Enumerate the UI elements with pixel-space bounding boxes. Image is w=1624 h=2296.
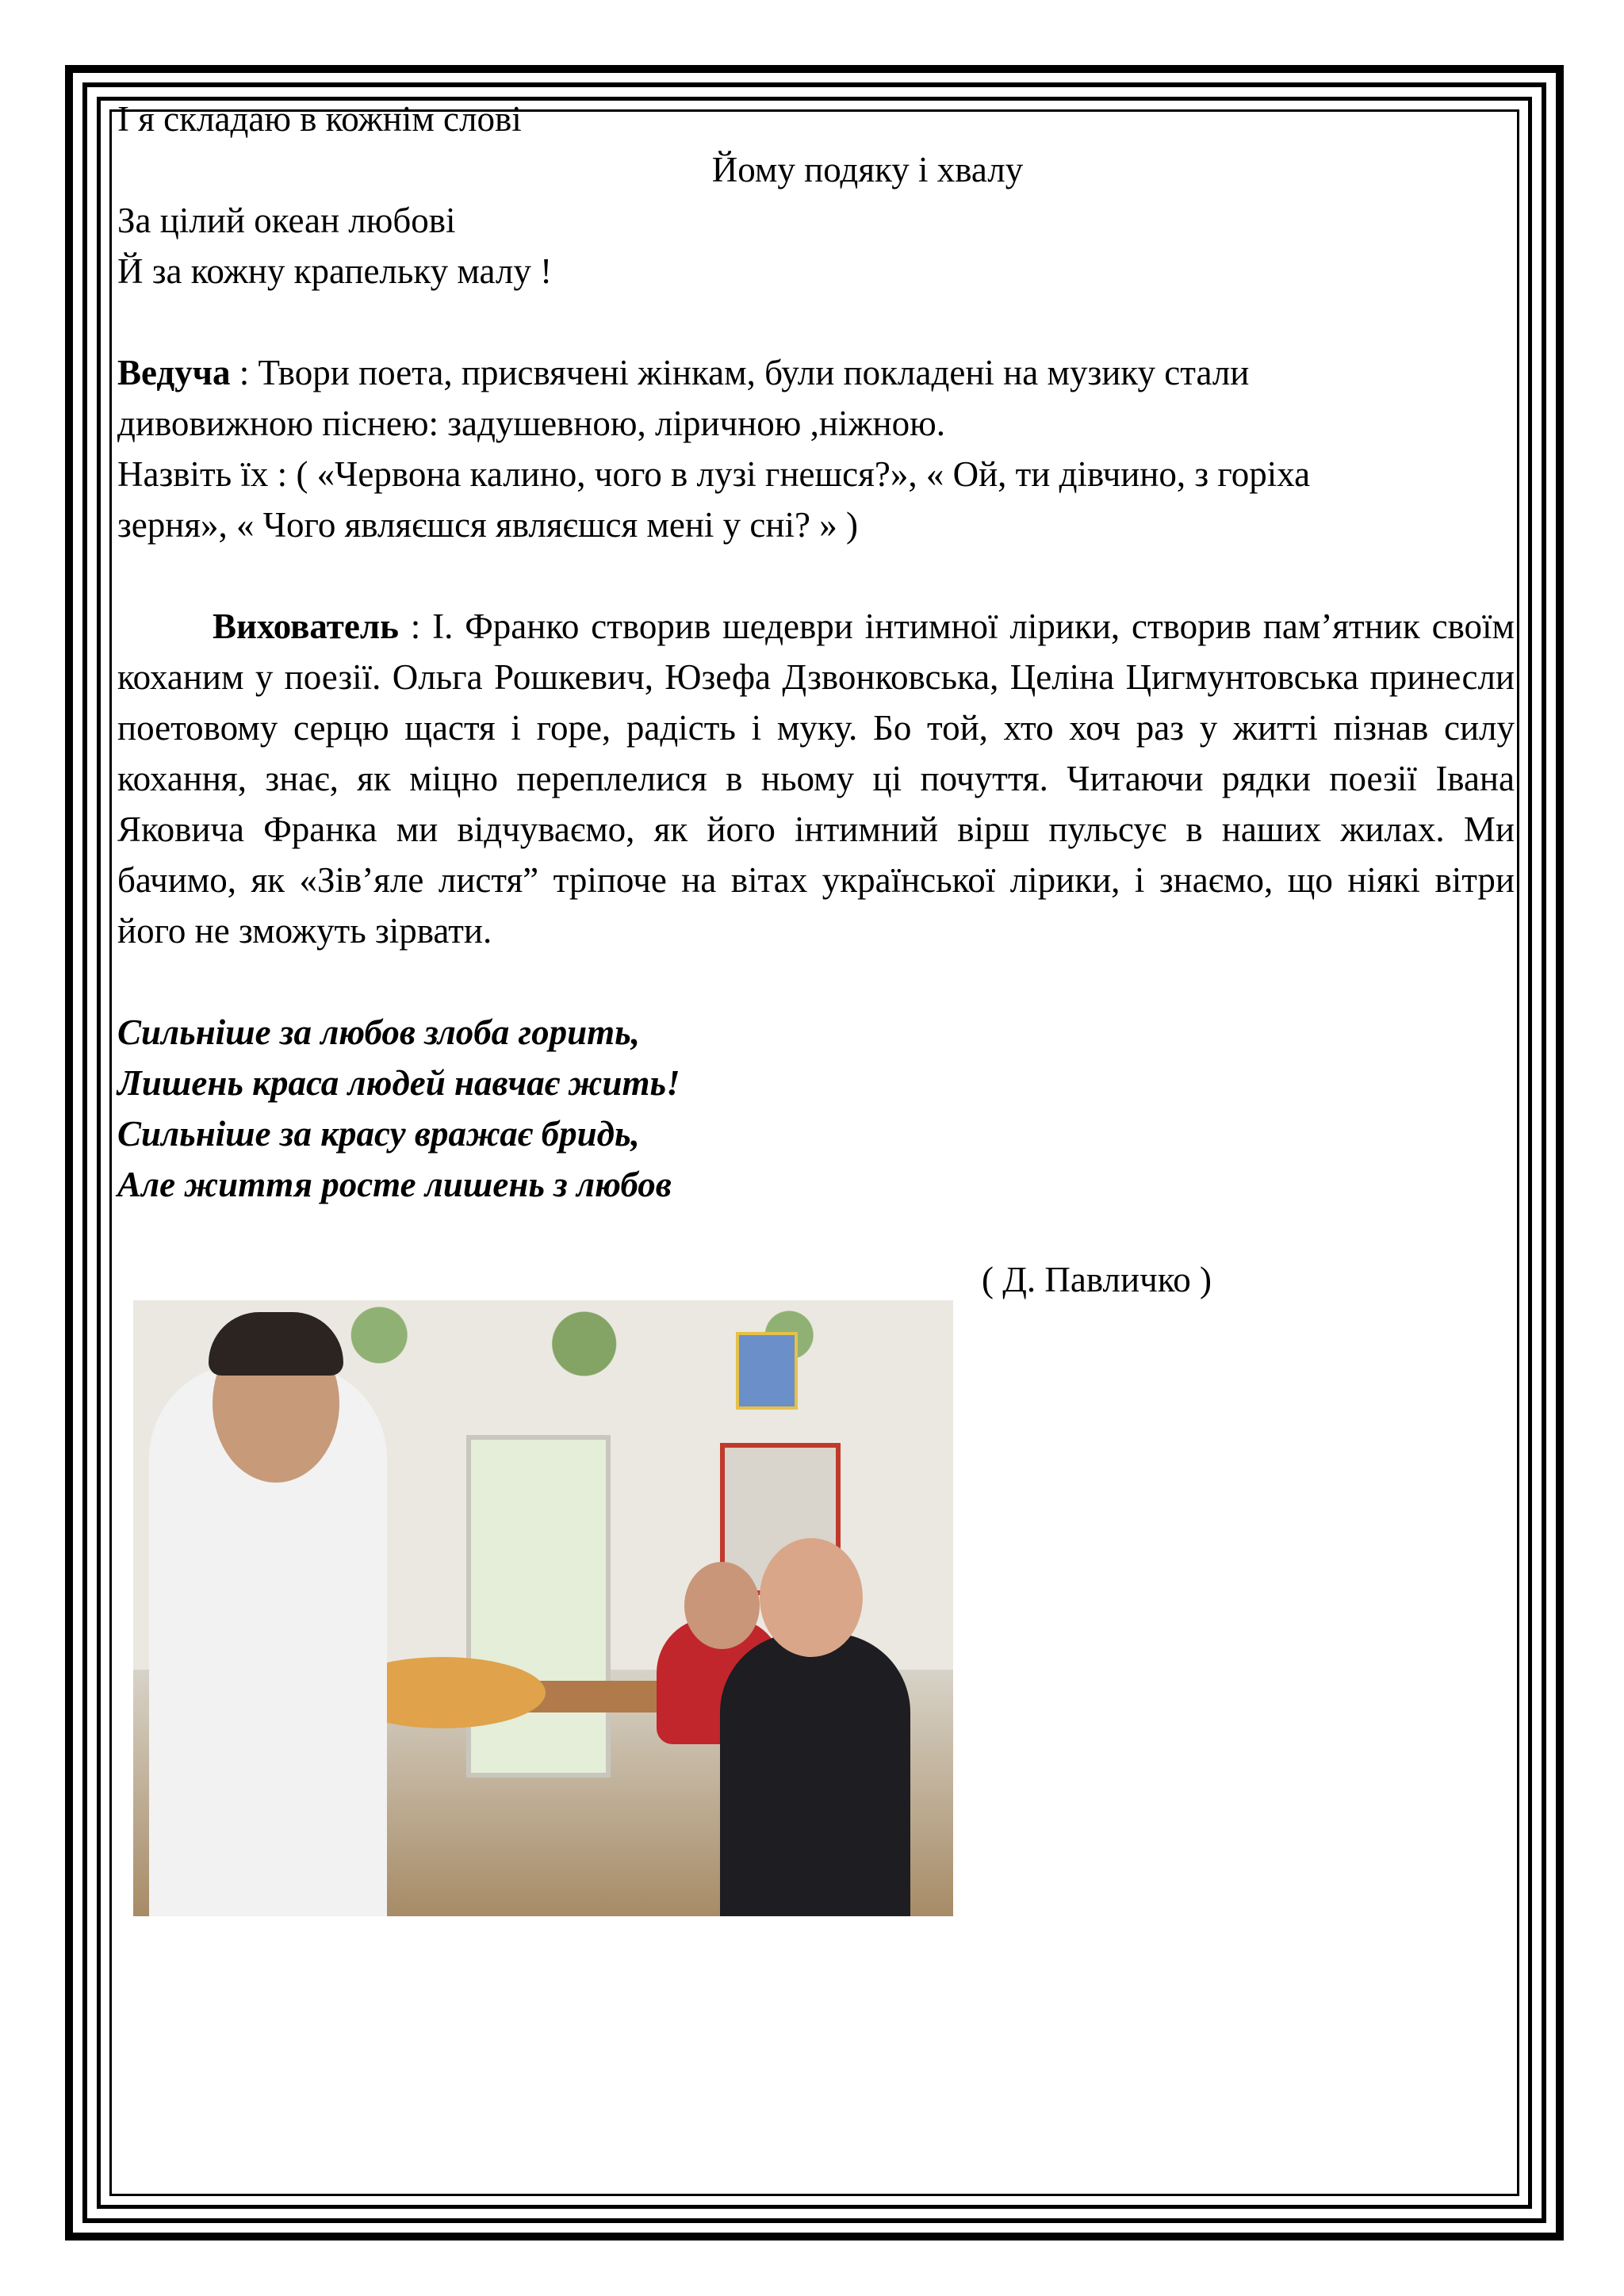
document-body (117, 94, 1515, 1210)
quote-line: Але життя росте лишень з любов (117, 1165, 672, 1204)
host-paragraph-line: Ведуча : Твори поета, присвячені жінкам, були покладені на музику стали (117, 353, 1250, 392)
educator-label: Вихователь (213, 607, 399, 646)
poem-line: Йому подяку і хвалу (711, 150, 1024, 189)
quote-line: Сильніше за любов злоба горить, (117, 1012, 640, 1052)
quote-line: Сильніше за красу вражає бридь, (117, 1114, 640, 1154)
quote-line: Лишень краса людей навчає жить! (117, 1063, 680, 1103)
poem-line: І я складаю в кожнім слові (117, 99, 522, 139)
host-paragraph-line: Назвіть їх : ( «Червона калино, чого в лузі гнешся?», « Ой, ти дівчино, з горіха (117, 454, 1311, 494)
poem-line: Й за кожну крапельку малу ! (117, 251, 553, 291)
host-paragraph-line: дивовижною піснею: задушевною, ліричною ,ніжною. (117, 404, 945, 443)
educator-paragraph: Вихователь : І. Франко створив шедеври інтимної лірики, створив пам’ятник своїм коханим у поезії. Ольга Рошкевич, Юзефа Дзвонковська, Целіна Цигмунтовська принесли поетовому серцю щастя і горе, радість і муку. Бо той, хто хоч раз у житті пізнав силу кохання, знає, як міцно переплелися в ньому ці почуття. Читаючи рядки поезії Івана Яковича Франка ми відчуваємо, як його інтимний вірш пульсує в наших жилах. Ми бачимо, як «Зів’яле листя” тріпоче на вітах української лірики, і знаємо, що ніякі вітри його не зможуть зірвати. (117, 607, 1515, 951)
host-label: Ведуча (117, 353, 231, 392)
host-paragraph-line: зерня», « Чого являєшся являєшся мені у сні? » ) (117, 505, 858, 545)
event-photo (133, 1300, 953, 1916)
quote-author: ( Д. Павличко ) (982, 1260, 1212, 1299)
poem-line: За цілий океан любові (117, 201, 456, 240)
